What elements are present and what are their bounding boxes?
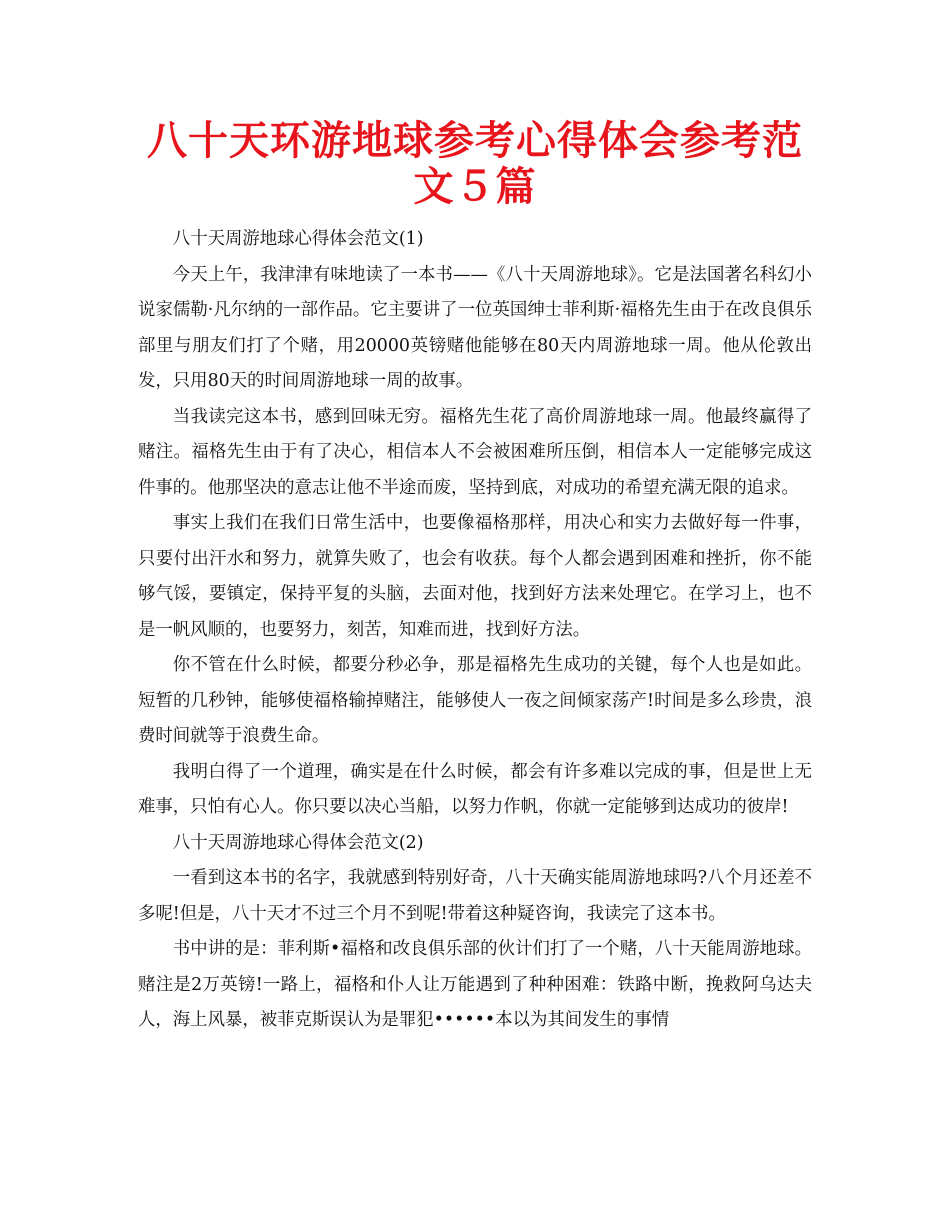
paragraph: 事实上我们在我们日常生活中，也要像福格那样，用决心和实力去做好每一件事，只要付出汗水和努力，就算失败了，也会有收获。每个人都会遇到困难和挫折，你不能够气馁，要镇定，保持平复的头脑，去面对他，找到好方法来处理它。在学习上，也不是一帆风顺的，也要努力，刻苦，知难而进，找到好方法。: [138, 513, 812, 640]
paragraph: 一看到这本书的名字，我就感到特别好奇，八十天确实能周游地球吗?八个月还差不多呢!但是，八十天才不过三个月不到呢!带着这种疑咨询，我读完了这本书。: [138, 868, 812, 924]
paragraph: 我明白得了一个道理，确实是在什么时候，都会有许多难以完成的事，但是世上无难事，只怕有心人。你只要以决心当船，以努力作帆，你就一定能够到达成功的彼岸!: [138, 761, 812, 817]
paragraph: 你不管在什么时候，都要分秒必争，那是福格先生成功的关键，每个人也是如此。短暂的几秒钟，能够使福格输掉赌注，能够使人一夜之间倾家荡产!时间是多么珍贵，浪费时间就等于浪费生命。: [138, 655, 812, 746]
paragraph: 今天上午，我津津有味地读了一本书——《八十天周游地球》。它是法国著名科幻小说家儒勒·凡尔纳的一部作品。它主要讲了一位英国绅士菲利斯·福格先生由于在改良俱乐部里与朋友们打了个赌，用20000英镑赌他能够在80天内周游地球一周。他从伦敦出发，只用80天的时间周游地球一周的故事。: [138, 264, 812, 391]
section-heading-2: 八十天周游地球心得体会范文(2): [172, 832, 424, 853]
document-body: [138, 222, 812, 1039]
document-title: 八十天环游地球参考心得体会参考范文５篇: [147, 118, 803, 210]
paragraph: 当我读完这本书，感到回味无穷。福格先生花了高价周游地球一周。他最终赢得了赌注。福格先生由于有了决心，相信本人不会被困难所压倒，相信本人一定能够完成这件事的。他那坚决的意志让他不半途而废，坚持到底，对成功的希望充满无限的追求。: [138, 406, 812, 498]
section-heading-1: 八十天周游地球心得体会范文(1): [172, 229, 424, 249]
paragraph: 书中讲的是：菲利斯•福格和改良俱乐部的伙计们打了一个赌，八十天能周游地球。赌注是2万英镑!一路上，福格和仆人让万能遇到了种种困难：铁路中断，挽救阿乌达夫人，海上风暴，被菲克斯误认为是罪犯••••••本以为其间发生的事情: [138, 939, 812, 1030]
